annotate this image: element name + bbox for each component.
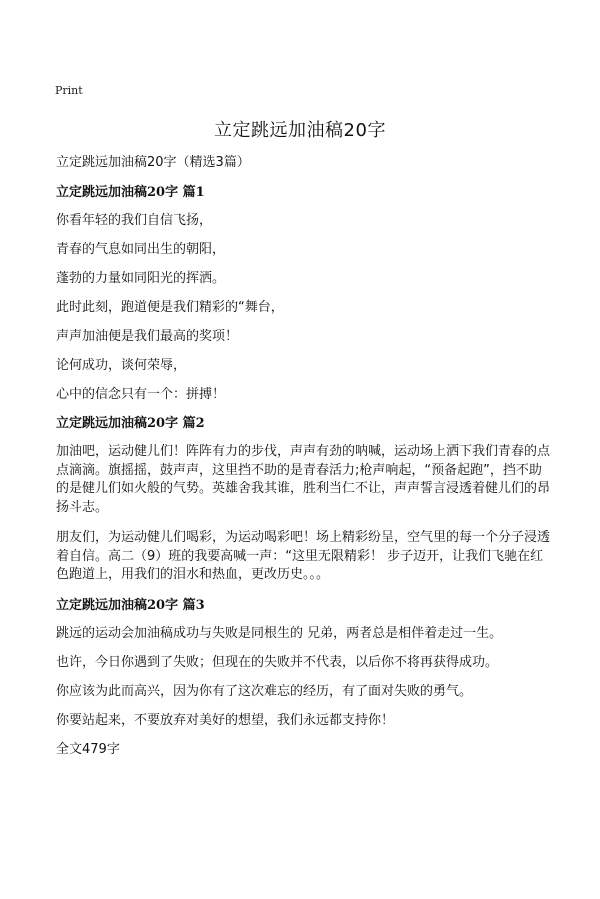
word-count: 全文479字 (56, 741, 120, 757)
paragraph: 朋友们，为运动健儿们喝彩，为运动喝彩吧！场上精彩纷呈，空气里的每一个分子浸透着自信。高二（9）班的我要高喊一声：“这里无限精彩！ 步子迈开，让我们飞驰在红色跑道上，用我们的泪水和热血，更改历史。。。 (56, 530, 551, 582)
article-subtitle: 立定跳远加油稿20字（精选3篇） (56, 155, 250, 170)
paragraph: 你应该为此而高兴，因为你有了这次难忘的经历，有了面对失败的勇气。 (56, 683, 473, 699)
paragraph: 加油吧，运动健儿们！阵阵有力的步伐，声声有劲的呐喊，运动场上洒下我们青春的点点滴滴。旗摇摇，鼓声声，这里挡不助的是青春活力;枪声响起，“预备起跑”，挡不助的是健儿们如火般的气势。英雄舍我其谁，胜利当仁不让，声声誓言浸透着健儿们的昂扬斗志。 (56, 444, 551, 515)
section-heading-1: 立定跳远加油稿20字 篇1 (56, 185, 205, 200)
article-body (56, 154, 554, 759)
paragraph: 蓬勃的力量如同阳光的挥洒。 (56, 271, 226, 286)
paragraph: 此时此刻，跑道便是我们精彩的“舞台， (56, 300, 284, 315)
paragraph: 青春的气息如同出生的朝阳， (56, 242, 226, 257)
paragraph: 跳远的运动会加油稿成功与失败是同根生的 兄弟，两者总是相伴着走过一生。 (56, 625, 503, 641)
paragraph: 也许，今日你遇到了失败；但现在的失败并不代表，以后你不将再获得成功。 (56, 654, 499, 670)
print-label: Print (55, 84, 83, 97)
paragraph: 声声加油便是我们最高的奖项！ (56, 329, 239, 344)
paragraph: 你要站起来，不要放弃对美好的想望，我们永远都支持你！ (56, 712, 395, 728)
paragraph: 你看年轻的我们自信飞扬， (56, 213, 213, 228)
paragraph: 论何成功，谈何荣辱， (56, 358, 187, 373)
page-title: 立定跳远加油稿20字 (214, 120, 386, 141)
section-heading-2: 立定跳远加油稿20字 篇2 (56, 416, 205, 431)
paragraph: 心中的信念只有一个：拼搏！ (56, 387, 226, 402)
section-heading-3: 立定跳远加油稿20字 篇3 (56, 597, 205, 613)
